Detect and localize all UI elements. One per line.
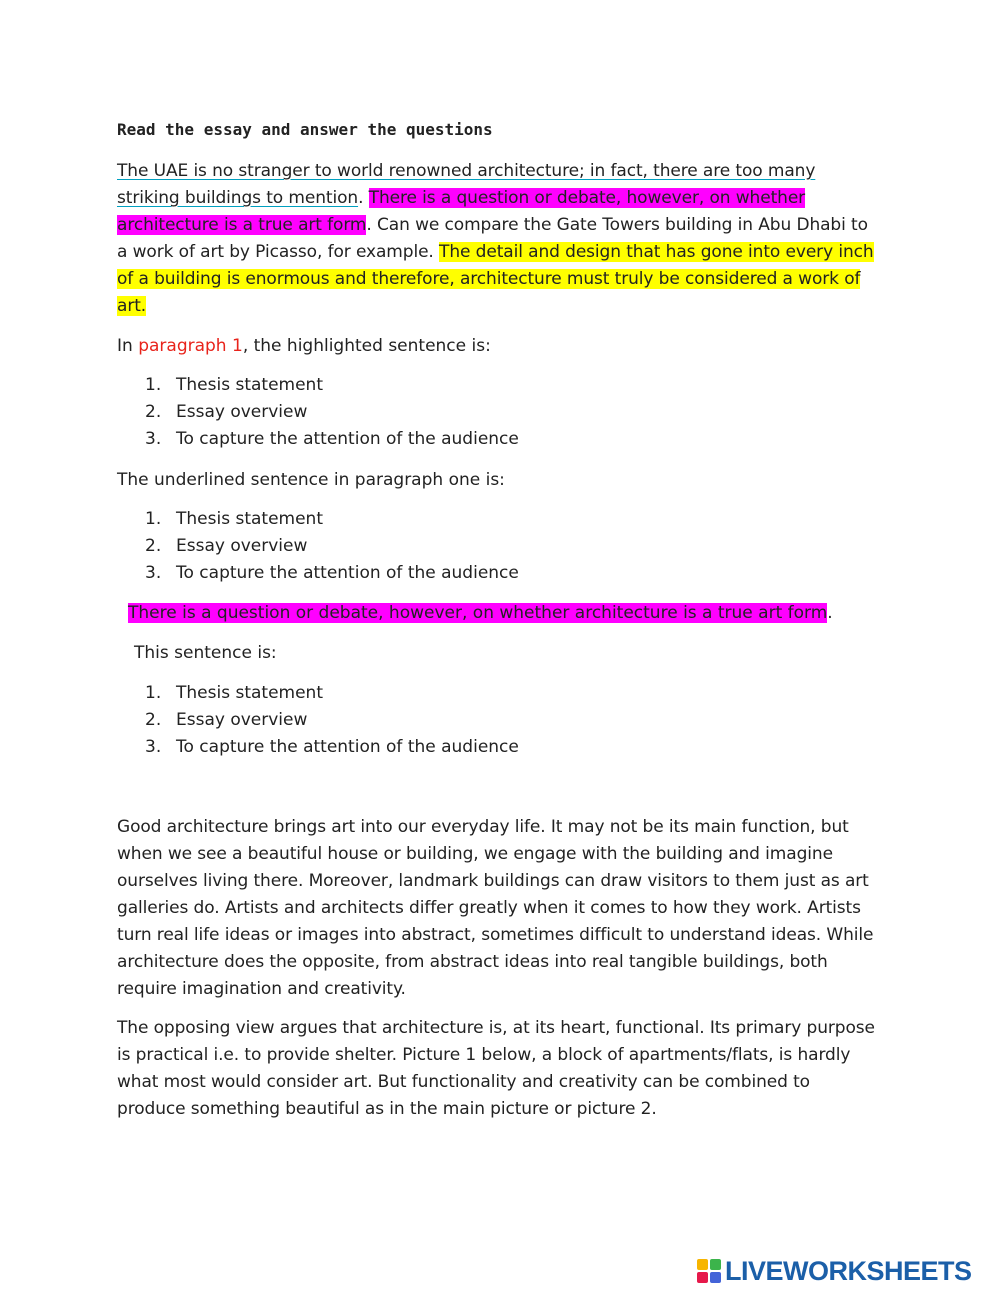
question-1-prompt [117, 333, 491, 360]
question-2-prompt: The underlined sentence in paragraph one is: [117, 470, 505, 490]
question-1-options [145, 372, 519, 453]
option-item[interactable]: 2. Essay overview [145, 536, 308, 556]
question-1-prefix: In [117, 336, 139, 356]
question-3-options [145, 680, 519, 761]
liveworksheets-logo-icon [697, 1259, 721, 1283]
logo-text: LIVEWORKSHEETS [725, 1255, 972, 1286]
option-item[interactable]: 3. To capture the attention of the audience [145, 429, 519, 449]
option-item[interactable]: 2. Essay overview [145, 402, 308, 422]
yellow-highlighted-sentence: The detail and design that has gone into every inch of a building is enormous and therefore, architecture must truly be considered a work of art. [117, 242, 874, 316]
quoted-sentence-highlight: There is a question or debate, however, on whether architecture is a true art form [128, 603, 828, 623]
question-3-prompt: This sentence is: [134, 643, 277, 663]
paragraph-2: Good architecture brings art into our everyday life. It may not be its main function, but when we see a beautiful house or building, we engage with the building and imagine ourselves living there. Moreover, landmark buildings can draw visitors to them just as art galleries do. Artists and architects differ greatly when it comes to how they work. Artists turn real life ideas or images into abstract, sometimes difficult to understand ideas. While architecture does the opposite, from abstract ideas into real tangible buildings, both require imagination and creativity. [117, 817, 874, 999]
worksheet-heading: Read the essay and answer the questions [117, 120, 493, 139]
option-item[interactable]: 1. Thesis statement [145, 375, 323, 395]
option-item[interactable]: 2. Essay overview [145, 710, 308, 730]
question-1-suffix: , the highlighted sentence is: [242, 336, 491, 356]
paragraph-1 [117, 158, 877, 320]
option-item[interactable]: 3. To capture the attention of the audience [145, 737, 519, 757]
paragraph-reference: paragraph 1 [138, 336, 243, 356]
quoted-sentence [128, 600, 833, 627]
question-2-options [145, 506, 519, 587]
option-item[interactable]: 3. To capture the attention of the audience [145, 563, 519, 583]
option-item[interactable]: 1. Thesis statement [145, 509, 323, 529]
paragraph-3: The opposing view argues that architecture is, at its heart, functional. Its primary purpose is practical i.e. to provide shelter. Picture 1 below, a block of apartments/flats, is hardly what most would consider art. But functionality and creativity can be combined to produce something beautiful as in the main picture or picture 2. [117, 1018, 875, 1119]
paragraph-1-period: . [358, 188, 369, 208]
underlined-sentence: The UAE is no stranger to world renowned architecture; in fact, there are too many striking buildings to mention [117, 161, 816, 208]
liveworksheets-logo [697, 1255, 997, 1287]
paragraph-1-middle: . Can we compare the Gate Towers building in Abu Dhabi to a work of art by Picasso, for example. [117, 215, 868, 262]
option-item[interactable]: 1. Thesis statement [145, 683, 323, 703]
quoted-sentence-period: . [827, 603, 833, 623]
pink-highlighted-sentence: There is a question or debate, however, on whether architecture is a true art form [117, 188, 806, 235]
